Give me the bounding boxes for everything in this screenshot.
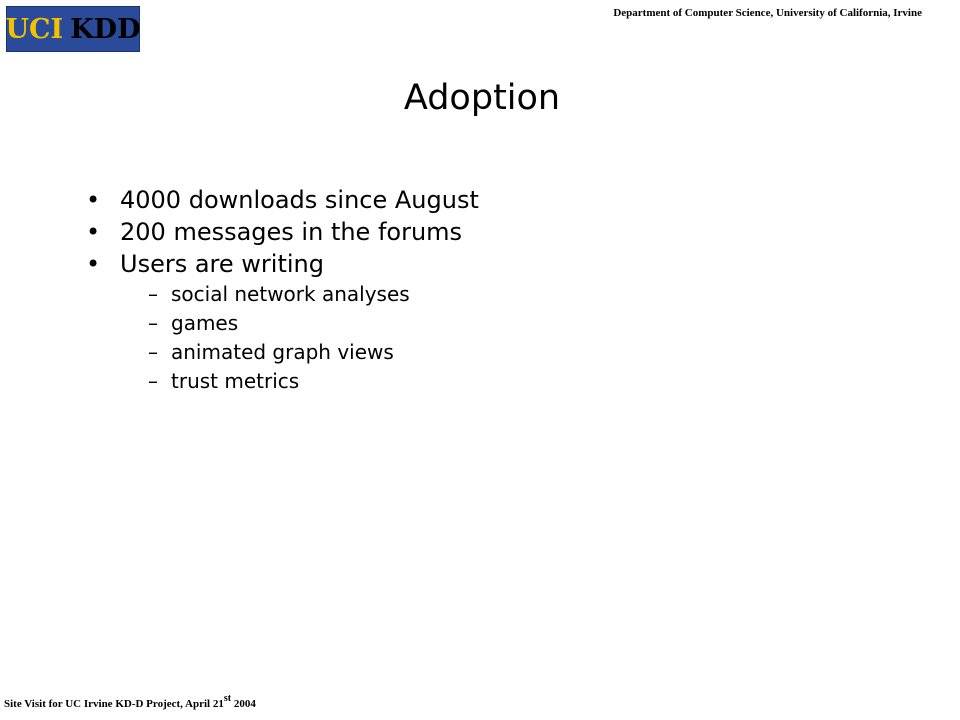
bullet-list: [86, 184, 479, 396]
sub-bullet-item: [86, 338, 479, 367]
bullet-text: 4000 downloads since August: [120, 186, 479, 214]
sub-bullet-item: [86, 280, 479, 309]
bullet-item: [86, 216, 479, 248]
bullet-item: [86, 248, 479, 396]
sub-bullet-text: animated graph views: [171, 340, 394, 364]
sub-bullet-glyph: –: [148, 282, 158, 306]
sub-bullet-item: [86, 367, 479, 396]
sub-bullet-glyph: –: [148, 369, 158, 393]
sub-bullet-text: trust metrics: [171, 369, 300, 393]
logo-uci-text: UCI: [5, 13, 64, 45]
footer-year: 2004: [231, 698, 256, 710]
footer-superscript: st: [223, 693, 232, 704]
footer-text: Site Visit for UC Irvine KD-D Project, April 21: [4, 698, 224, 710]
sub-bullet-glyph: –: [148, 311, 158, 335]
bullet-glyph: •: [86, 218, 101, 246]
bullet-text: Users are writing: [120, 250, 324, 278]
sub-bullet-list: [120, 280, 479, 396]
department-header: Department of Computer Science, University of California, Irvine: [613, 7, 922, 19]
uci-kdd-logo: [6, 6, 140, 52]
bullet-item: [86, 184, 479, 216]
slide-title: Adoption: [403, 78, 561, 118]
bullet-glyph: •: [86, 186, 101, 214]
slide-footer: [4, 693, 256, 710]
sub-bullet-text: games: [171, 311, 239, 335]
sub-bullet-glyph: –: [148, 340, 158, 364]
logo-kdd-text: KDD: [70, 13, 141, 45]
sub-bullet-text: social network analyses: [171, 282, 410, 306]
bullet-glyph: •: [86, 250, 101, 278]
bullet-text: 200 messages in the forums: [120, 218, 463, 246]
sub-bullet-item: [86, 309, 479, 338]
